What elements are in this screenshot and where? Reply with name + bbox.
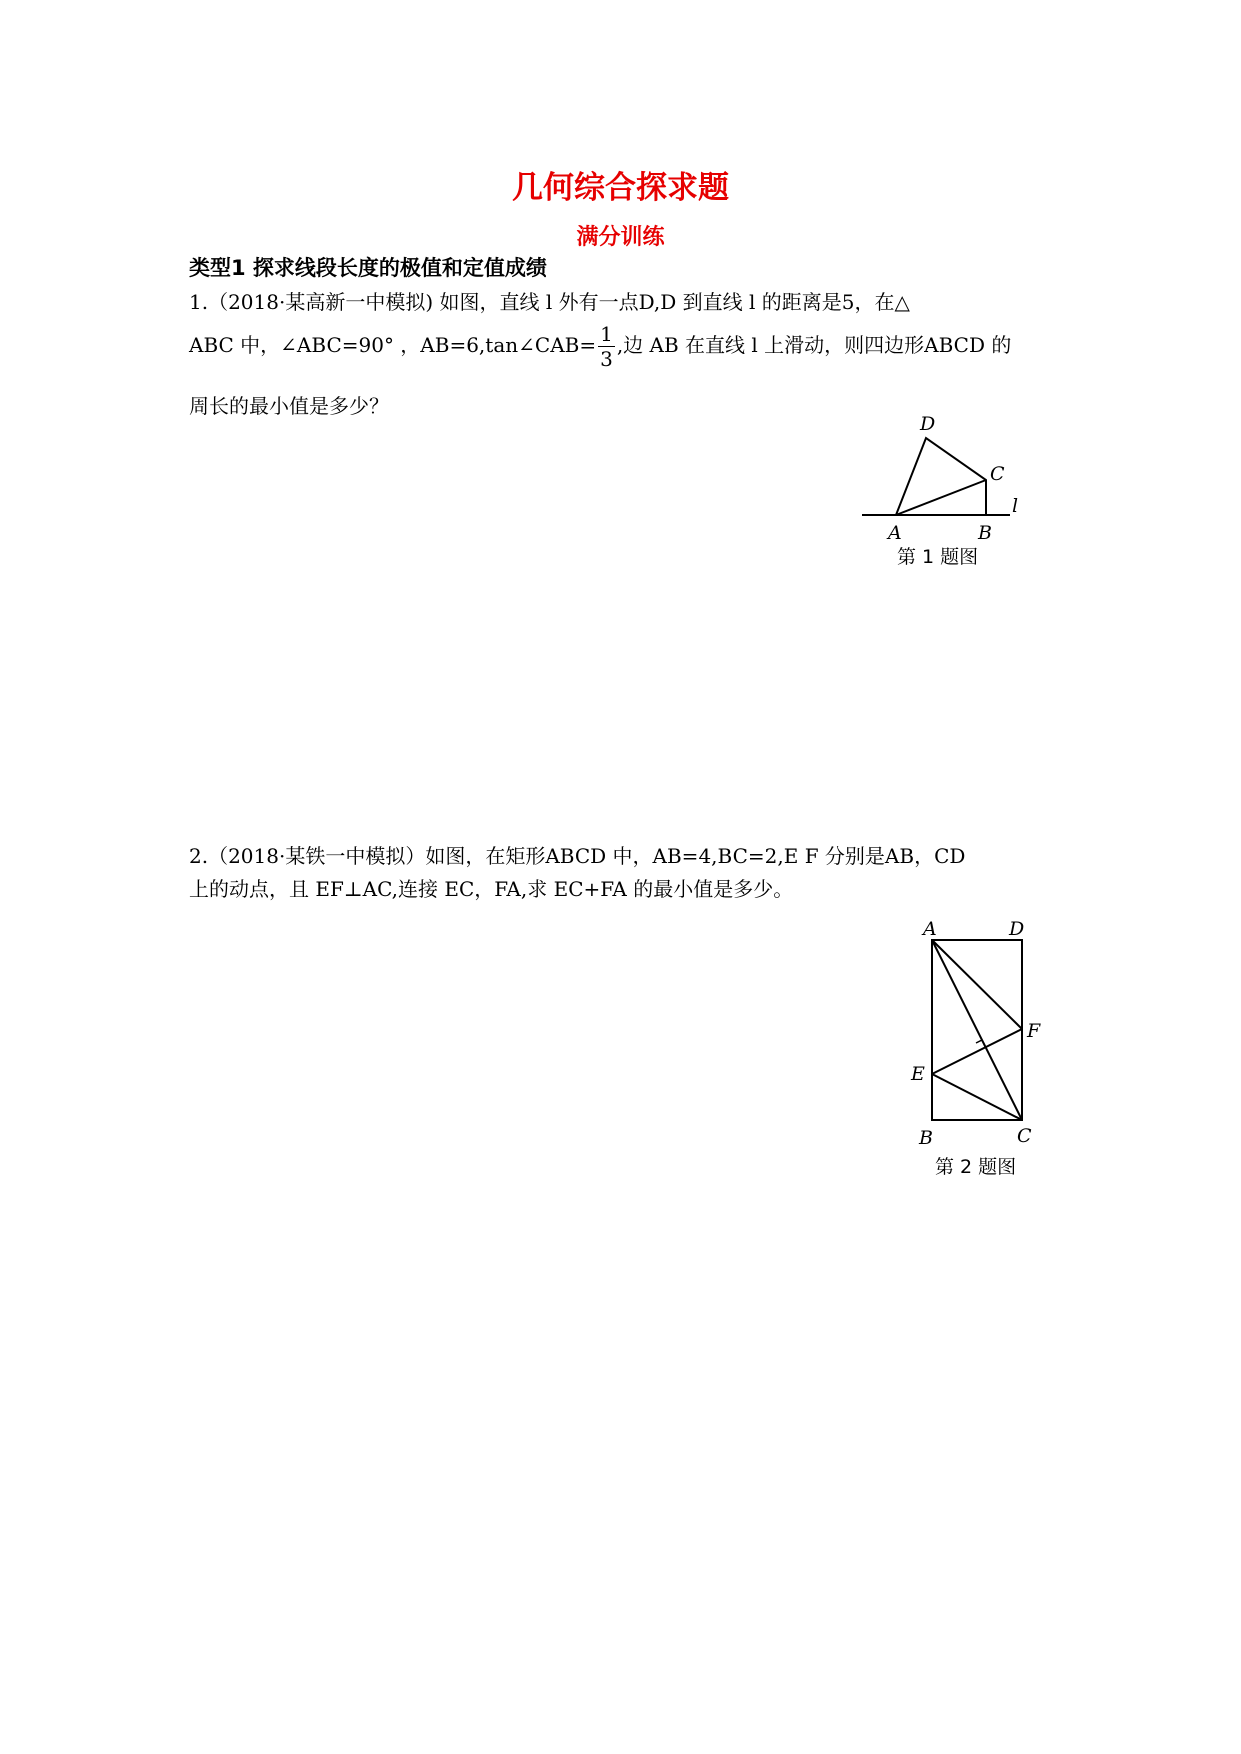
- page-title: 几何综合探求题: [512, 170, 729, 206]
- q2-figure: [905, 910, 1055, 1154]
- q2-segment-ec: [932, 1074, 1022, 1120]
- q2-figure-caption: 第 2 题图: [935, 1156, 1017, 1178]
- q2-label-d: D: [1009, 918, 1025, 940]
- q1-fraction-denominator: 3: [600, 347, 613, 371]
- page-subtitle: 满分训练: [576, 225, 665, 250]
- q2-label-b: B: [919, 1127, 933, 1149]
- q2-label-f: F: [1027, 1020, 1041, 1042]
- section-heading: 类型1 探求线段长度的极值和定值成绩: [189, 256, 547, 280]
- q2-segment-af: [932, 940, 1022, 1029]
- q1-quadrilateral: [896, 438, 986, 515]
- q1-fraction-numerator: 1: [600, 322, 613, 346]
- q2-line2: 上的动点，且 EF⊥AC,连接 EC，FA,求 EC+FA 的最小值是多少。: [189, 877, 794, 901]
- q1-label-d: D: [920, 413, 936, 435]
- q1-label-b: B: [978, 522, 992, 544]
- q1-line2: [189, 322, 1011, 371]
- q2-line1: 2.（2018·某铁一中模拟）如图，在矩形ABCD 中，AB=4,BC=2,E F 分别是AB，CD: [189, 844, 966, 868]
- q1-line2-pre: ABC 中，∠ABC=90° ，AB=6,tan∠CAB=: [189, 333, 597, 357]
- q1-label-a: A: [888, 522, 902, 544]
- q1-line3: 周长的最小值是多少？: [189, 394, 389, 418]
- q1-segment-ac: [896, 480, 986, 515]
- q1-label-l: l: [1012, 495, 1019, 517]
- q2-label-e: E: [911, 1063, 925, 1085]
- q1-figure: [860, 412, 1040, 546]
- q1-line1: 1.（2018·某高新一中模拟) 如图，直线 l 外有一点D,D 到直线 l 的距离是5，在△: [189, 290, 910, 314]
- q1-line2-post: ,边 AB 在直线 l 上滑动，则四边形ABCD 的: [616, 333, 1012, 357]
- q1-figure-caption: 第 1 题图: [897, 546, 979, 568]
- q2-label-c: C: [1017, 1125, 1032, 1147]
- q2-label-a: A: [923, 918, 937, 940]
- q2-diagonal-ac: [932, 940, 1022, 1120]
- q2-segment-ef: [932, 1029, 1022, 1074]
- q1-fraction: [598, 322, 615, 371]
- q1-label-c: C: [990, 463, 1005, 485]
